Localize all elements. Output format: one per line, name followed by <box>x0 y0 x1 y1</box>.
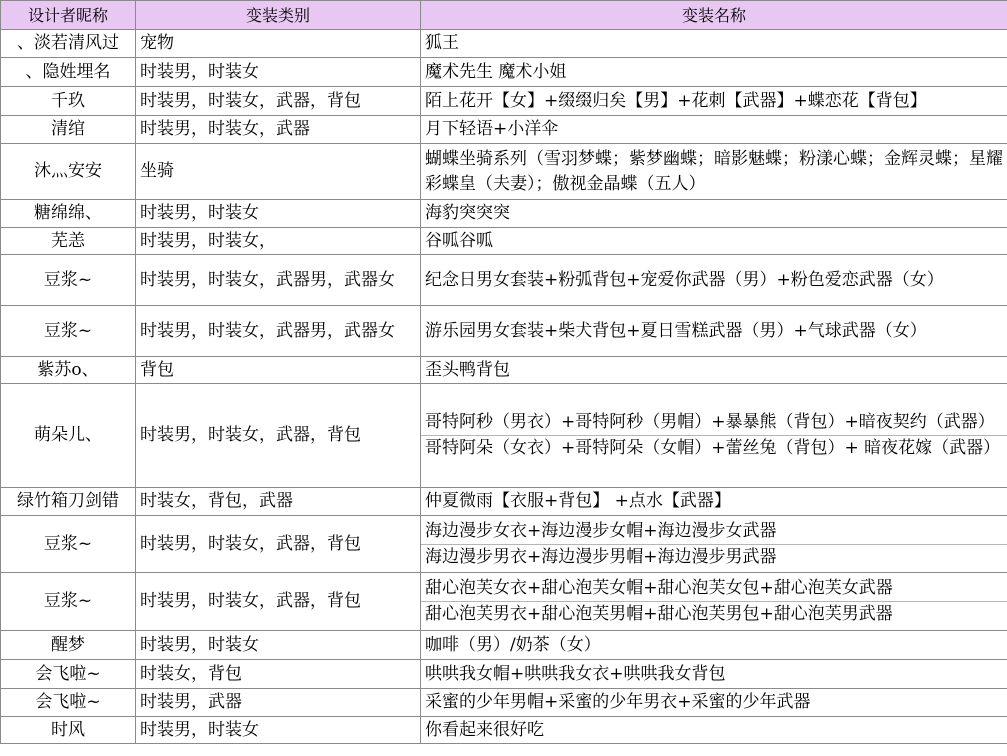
costume-name-line: 魔术先生 魔术小姐 <box>425 61 567 82</box>
table-row <box>1 384 1007 488</box>
cell-designer[interactable]: 沐灬安安 <box>1 144 136 200</box>
cell-category[interactable]: 时装男，时装女，武器，背包 <box>136 384 421 488</box>
cell-designer[interactable]: 萌朵儿、 <box>1 384 136 488</box>
header-designer[interactable]: 设计者昵称 <box>1 1 136 30</box>
costume-name-line: 采蜜的少年男帽+采蜜的少年男衣+采蜜的少年武器 <box>425 692 811 712</box>
cell-category[interactable]: 时装男，武器 <box>136 689 421 717</box>
costume-name-line: 纪念日男女套装+粉弧背包+宠爱你武器（男）+粉色爱恋武器（女） <box>425 269 944 290</box>
cell-costume-name[interactable] <box>421 689 1007 717</box>
table-row <box>1 488 1007 516</box>
cell-category[interactable]: 时装男，时装女， <box>136 228 421 255</box>
cell-costume-name[interactable] <box>421 200 1007 228</box>
costume-name-line: 哄哄我女帽+哄哄我女衣+哄哄我女背包 <box>425 663 726 684</box>
table-row <box>1 58 1007 87</box>
table-row <box>1 516 1007 573</box>
cell-category[interactable]: 时装男，时装女，武器 <box>136 116 421 144</box>
cell-designer[interactable]: 、隐姓埋名 <box>1 58 136 87</box>
costume-name-line: 陌上花开【女】+缀缀归矣【男】+花刺【武器】+蝶恋花【背包】 <box>425 90 927 111</box>
header-row <box>1 1 1007 30</box>
cell-designer[interactable]: 糖绵绵、 <box>1 200 136 228</box>
costume-name-line: 谷呱谷呱 <box>425 230 493 251</box>
cell-costume-name[interactable] <box>421 30 1007 58</box>
table-row <box>1 717 1007 744</box>
header-costume-name[interactable]: 变装名称 <box>421 1 1007 30</box>
table-row <box>1 255 1007 306</box>
cell-category[interactable]: 时装男，时装女 <box>136 717 421 744</box>
cell-category[interactable]: 背包 <box>136 357 421 384</box>
cell-costume-name[interactable] <box>421 306 1007 357</box>
header-category[interactable]: 变装类别 <box>136 1 421 30</box>
cell-costume-name[interactable] <box>421 116 1007 144</box>
table-row <box>1 631 1007 660</box>
costume-name-line: 仲夏微雨【衣服+背包】 +点水【武器】 <box>425 491 731 511</box>
cell-costume-name[interactable] <box>421 516 1007 573</box>
cell-category[interactable]: 时装女，背包 <box>136 660 421 689</box>
cell-designer[interactable]: 豆浆~ <box>1 255 136 306</box>
cell-designer[interactable]: 芜恙 <box>1 228 136 255</box>
costume-name-line: 海豹突突突 <box>425 203 510 223</box>
table-row <box>1 689 1007 717</box>
cell-designer[interactable]: 醒梦 <box>1 631 136 660</box>
cell-category[interactable]: 时装男，时装女，武器，背包 <box>136 516 421 573</box>
cell-costume-name[interactable] <box>421 631 1007 660</box>
table-header <box>1 1 1007 30</box>
costume-name-line: 歪头鸭背包 <box>425 359 510 380</box>
costume-name-line: 月下轻语+小洋伞 <box>425 119 559 139</box>
cell-costume-name[interactable] <box>421 228 1007 255</box>
table-row <box>1 573 1007 631</box>
cell-category[interactable]: 宠物 <box>136 30 421 58</box>
costume-name-line: 你看起来很好吃 <box>425 719 544 740</box>
cell-costume-name[interactable] <box>421 144 1007 200</box>
cell-category[interactable]: 时装男，时装女，武器，背包 <box>136 573 421 631</box>
cell-costume-name[interactable] <box>421 255 1007 306</box>
cell-category[interactable]: 坐骑 <box>136 144 421 200</box>
costume-name-line: 甜心泡芙男衣+甜心泡芙男帽+甜心泡芙男包+甜心泡芙男武器 <box>421 601 1007 627</box>
cell-costume-name[interactable] <box>421 357 1007 384</box>
cell-costume-name[interactable] <box>421 488 1007 516</box>
table-row <box>1 30 1007 58</box>
cell-designer[interactable]: 豆浆~ <box>1 516 136 573</box>
cell-designer[interactable]: 紫苏o、 <box>1 357 136 384</box>
cell-designer[interactable]: 豆浆~ <box>1 573 136 631</box>
table-row <box>1 357 1007 384</box>
costume-name-line: 蝴蝶坐骑系列（雪羽梦蝶；紫梦幽蝶；暗影魅蝶；粉漾心蝶；金辉灵蝶；星耀彩蝶皇（夫妻）；傲视金晶蝶（五人） <box>425 148 1003 194</box>
table-row <box>1 228 1007 255</box>
cell-designer[interactable]: 、淡若清风过 <box>1 30 136 58</box>
cell-designer[interactable]: 千玖 <box>1 87 136 116</box>
cell-category[interactable]: 时装男，时装女，武器男，武器女 <box>136 255 421 306</box>
cell-designer[interactable]: 会飞啦~ <box>1 689 136 717</box>
cell-costume-name[interactable] <box>421 384 1007 488</box>
costume-name-line: 海边漫步女衣+海边漫步女帽+海边漫步女武器 <box>425 520 777 541</box>
table-row <box>1 200 1007 228</box>
cell-designer[interactable]: 时风 <box>1 717 136 744</box>
cell-designer[interactable]: 会飞啦~ <box>1 660 136 689</box>
cell-category[interactable]: 时装男，时装女 <box>136 200 421 228</box>
table-row <box>1 116 1007 144</box>
cell-costume-name[interactable] <box>421 573 1007 631</box>
cell-costume-name[interactable] <box>421 717 1007 744</box>
costume-name-line: 海边漫步男衣+海边漫步男帽+海边漫步男武器 <box>421 544 1007 570</box>
cell-designer[interactable]: 绿竹箱刀剑错 <box>1 488 136 516</box>
cell-category[interactable]: 时装女，背包，武器 <box>136 488 421 516</box>
table-row <box>1 660 1007 689</box>
costume-name-line: 甜心泡芙女衣+甜心泡芙女帽+甜心泡芙女包+甜心泡芙女武器 <box>425 578 893 598</box>
cell-category[interactable]: 时装男，时装女 <box>136 58 421 87</box>
cell-designer[interactable]: 豆浆~ <box>1 306 136 357</box>
cell-category[interactable]: 时装男，时装女，武器，背包 <box>136 87 421 116</box>
costume-name-line: 哥特阿秒（男衣）+哥特阿秒（男帽）+暴暴熊（背包）+暗夜契约（武器） <box>425 412 995 432</box>
cell-designer[interactable]: 清绾 <box>1 116 136 144</box>
cell-costume-name[interactable] <box>421 660 1007 689</box>
costume-name-line: 狐王 <box>425 33 459 53</box>
costume-name-line: 哥特阿朵（女衣）+哥特阿朵（女帽）+蕾丝兔（背包）+ 暗夜花嫁（武器） <box>421 435 1007 461</box>
cell-costume-name[interactable] <box>421 87 1007 116</box>
table-row <box>1 144 1007 200</box>
costume-name-line: 咖啡（男）/奶茶（女） <box>425 634 601 655</box>
table-row <box>1 87 1007 116</box>
costume-name-line: 游乐园男女套装+柴犬背包+夏日雪糕武器（男）+气球武器（女） <box>425 320 927 341</box>
cell-category[interactable]: 时装男，时装女 <box>136 631 421 660</box>
cell-costume-name[interactable] <box>421 58 1007 87</box>
cell-category[interactable]: 时装男，时装女，武器男，武器女 <box>136 306 421 357</box>
table-row <box>1 306 1007 357</box>
table-body <box>1 30 1007 744</box>
